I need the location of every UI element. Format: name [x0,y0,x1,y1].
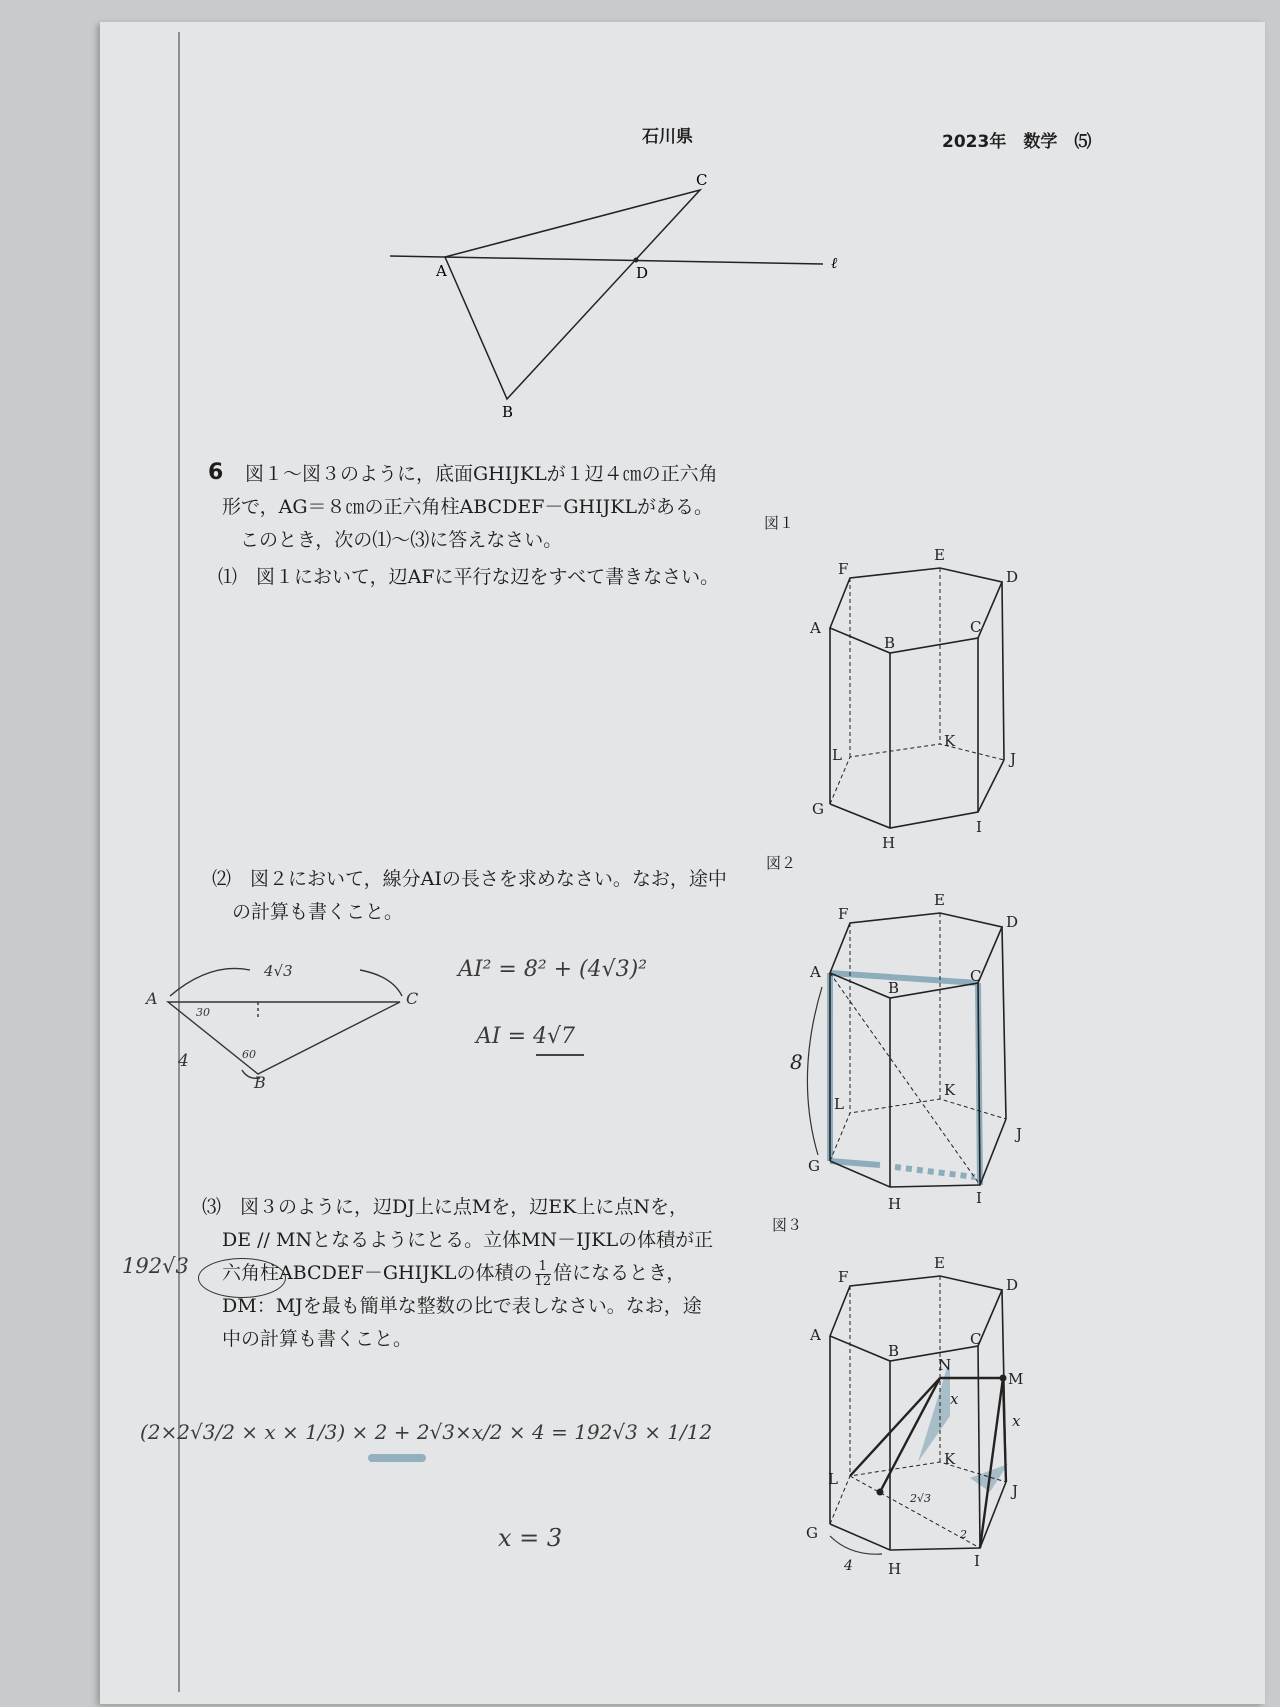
fig3-2-note: 2 [960,1528,967,1541]
fig1-vertex-k: K [944,732,956,750]
figure-2-label: 図２ [766,854,797,872]
fig1-vertex-c: C [970,618,982,636]
prefecture-label: 石川県 [642,127,693,147]
fig3-2r3-note: 2√3 [910,1492,932,1505]
question-3-line5: 中の計算も書くこと。 [222,1328,413,1350]
fig3-vertex-e: E [934,1254,945,1272]
fig1-vertex-l: L [832,746,842,764]
fig1-vertex-a: A [810,619,821,637]
fig2-vertex-g: G [808,1157,820,1175]
fig1-vertex-g: G [812,800,824,818]
q2-answer-underline [536,1054,584,1056]
fig2-vertex-a: A [810,963,821,981]
fig2-vertex-h: H [888,1195,902,1213]
year-subject-label: 2023年 数学 ⑸ [942,132,1092,152]
q3-equation: (2×2√3/2 × x × 1/3) × 2 + 2√3×x/2 × 4 = 192√3 × 1/12 [140,1420,713,1444]
fig3-vertex-l: L [828,1470,838,1488]
fig3-vertex-i: I [974,1552,980,1570]
fig2-vertex-d: D [1006,913,1019,931]
fig2-vertex-j: J [1016,1125,1023,1143]
fig3-vertex-d: D [1006,1276,1019,1294]
fig2-vertex-e: E [934,891,945,909]
figure-3-prism [790,1240,1070,1590]
q2-angle-30: 30 [196,1006,210,1019]
q2-equation-2: AI = 4√7 [476,1024,576,1049]
problem-intro-line3: このとき，次の⑴～⑶に答えなさい。 [240,529,563,551]
figure-1-label: 図１ [764,514,795,532]
fig3-vertex-c: C [970,1330,982,1348]
fig3-vertex-k: K [944,1450,956,1468]
fig3-x-right: x [1012,1412,1021,1430]
point-c-label: C [696,171,708,189]
question-3-line1: ⑶ 図３のように，辺DJ上に点Mを，辺EK上に点Nを， [202,1196,688,1218]
q3-side-note: 192√3 [122,1254,189,1278]
problem-intro-line2: 形で，AG＝８㎝の正六角柱ABCDEF－GHIJKLがある。 [222,496,714,518]
fig3-x-upper: x [950,1390,959,1408]
fig3-4-note: 4 [844,1558,853,1574]
fig3-vertex-h: H [888,1560,902,1578]
q2-equation-1: AI² = 8² + (4√3)² [458,957,648,982]
question-2-line2: の計算も書くこと。 [232,901,404,923]
fig3-point-m: M [1008,1370,1024,1388]
point-b-label: B [502,403,514,421]
question-3-line3-b: 倍になるとき， [553,1262,686,1284]
question-1: ⑴ 図１において，辺AFに平行な辺をすべて書きなさい。 [218,566,720,588]
fig2-vertex-f: F [838,905,849,923]
fig1-vertex-b: B [884,634,896,652]
fraction-denominator: 12 [534,1273,552,1289]
fig2-vertex-i: I [976,1189,982,1207]
line-l-label: ℓ [831,254,838,272]
fig1-vertex-d: D [1006,568,1019,586]
figure-2-prism [790,877,1060,1217]
q3-answer: x = 3 [498,1524,563,1552]
fig1-vertex-i: I [976,818,982,836]
q2-sketch-a: A [146,989,158,1008]
question-3-line3 [222,1256,685,1290]
triangle-line-figure [100,22,1265,452]
fig1-vertex-h: H [882,834,896,852]
fig2-vertex-c: C [970,967,982,985]
fig2-vertex-l: L [834,1095,844,1113]
fig2-height-note: 8 [790,1050,803,1074]
point-a-label: A [436,262,447,280]
exam-sheet [100,22,1265,1704]
q2-side-4: 4 [178,1051,189,1071]
q2-sketch-b: B [254,1073,266,1092]
question-3-line3-a: 六角柱ABCDEF－GHIJKLの体積の [222,1262,533,1284]
q3-highlight-mark [368,1454,426,1462]
fig2-vertex-b: B [888,979,900,997]
q3-circle-mark [198,1258,286,1298]
fig3-vertex-j: J [1012,1482,1019,1500]
figure-3-label: 図３ [772,1216,803,1234]
fig3-vertex-g: G [806,1524,818,1542]
fig3-vertex-b: B [888,1342,900,1360]
q2-angle-60: 60 [242,1048,256,1061]
point-d-label: D [636,264,649,282]
fig3-vertex-f: F [838,1268,849,1286]
figure-1-prism [790,532,1050,852]
fig1-vertex-e: E [934,546,945,564]
problem-intro-line1: 図１～図３のように，底面GHIJKLが１辺４㎝の正六角 [245,463,718,485]
fig3-vertex-a: A [810,1326,821,1344]
fig3-point-n: N [938,1356,952,1374]
question-3-line2: DE // MNとなるようにとる。立体MN－IJKLの体積が正 [222,1229,714,1251]
fig1-vertex-f: F [838,560,849,578]
problem-number: 6 [208,460,224,485]
fig1-vertex-j: J [1010,750,1017,768]
q2-sketch-c: C [406,989,419,1008]
q2-triangle-sketch [130,942,430,1092]
fig2-vertex-k: K [944,1081,956,1099]
fraction-numerator: 1 [535,1260,552,1275]
q2-sketch-top-note: 4√3 [264,962,293,980]
question-2-line1: ⑵ 図２において，線分AIの長さを求めなさい。なお，途中 [212,868,727,890]
fraction-one-twelfth [535,1260,552,1289]
question-3-line4: DM：MJを最も簡単な整数の比で表しなさい。なお，途 [222,1295,702,1317]
